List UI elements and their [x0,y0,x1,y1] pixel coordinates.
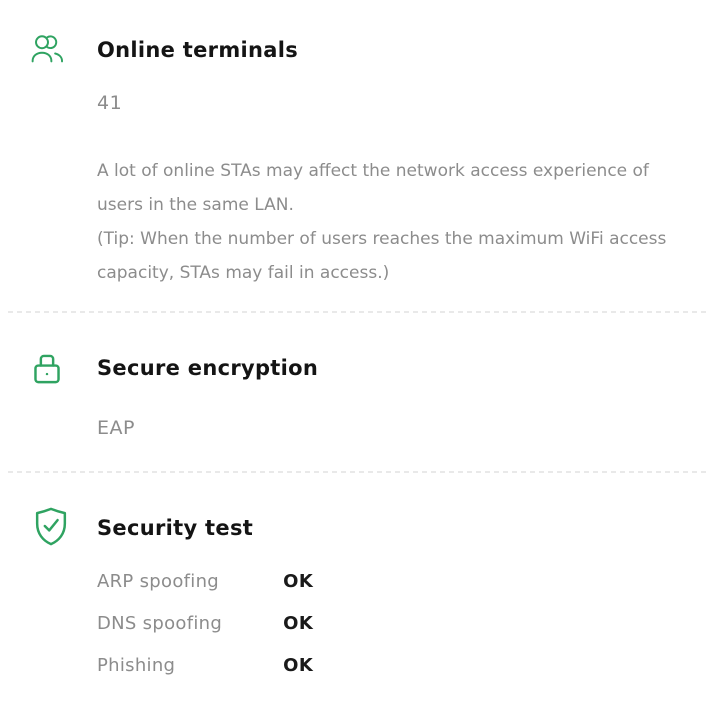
security-test-row-arp-spoofing [97,571,397,592]
security-test-row-phishing [97,655,397,676]
online-terminals-description [97,154,685,290]
section-divider [8,471,710,473]
security-test-row-dns-spoofing [97,613,397,634]
users-icon [30,30,66,68]
section-title-secure-encryption: Secure encryption [97,356,319,380]
test-result: OK [283,613,314,634]
section-title-security-test: Security test [97,516,254,540]
shield-check-icon [30,504,72,549]
description-line-sta-impact: A lot of online STAs may affect the network access experience of users in the same LAN. [97,161,649,215]
test-label: Phishing [97,655,176,676]
test-label: DNS spoofing [97,613,223,634]
test-label: ARP spoofing [97,571,219,592]
section-title-online-terminals: Online terminals [97,38,299,62]
section-divider [8,311,710,313]
encryption-type-value: EAP [97,417,135,439]
description-line-tip: (Tip: When the number of users reaches the maximum WiFi access capacity, STAs may fail in access.) [97,229,667,283]
test-result: OK [283,571,314,592]
test-result: OK [283,655,314,676]
lock-icon [30,348,64,386]
online-terminals-count: 41 [97,92,123,114]
